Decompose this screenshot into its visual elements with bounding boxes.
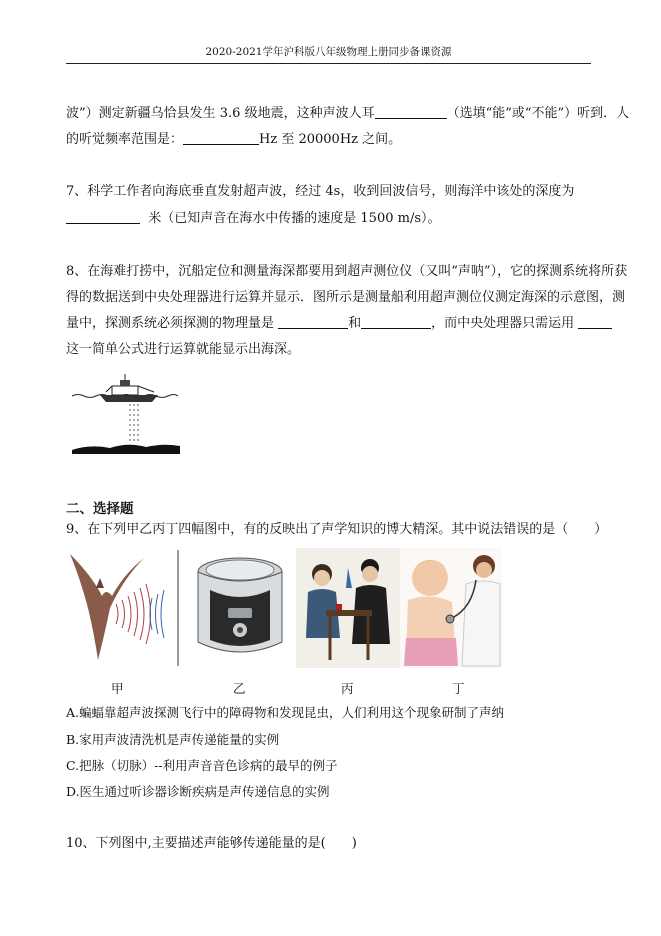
q6-blank-1[interactable] — [375, 105, 447, 119]
q9-option-d[interactable]: D.医生通过听诊器诊断疾病是声传递信息的实例 — [66, 784, 330, 799]
q9-option-c[interactable]: C.把脉（切脉）--利用声音音色诊病的最早的例子 — [66, 758, 338, 773]
q9-option-b[interactable]: B.家用声波清洗机是声传递能量的实例 — [66, 732, 280, 747]
q10-stem: 10、下列图中,主要描述声能够传递能量的是( ) — [66, 836, 357, 851]
section-title-choice: 二、选择题 — [66, 501, 134, 517]
image-label-bing: 丙 — [341, 681, 354, 696]
ultrasonic-cleaner-image — [190, 550, 290, 665]
page-header: 2020-2021学年沪科版八年级物理上册同步备课资源 — [66, 44, 591, 64]
q8-blank-1[interactable] — [278, 315, 348, 329]
q7-blank[interactable] — [66, 210, 140, 224]
q8-line-1: 8、在海难打捞中，沉船定位和测量海深都要用到超声测位仪（又叫“声呐”），它的探测系统将所获 — [66, 264, 628, 279]
image-label-ding: 丁 — [452, 681, 465, 696]
q7-line-2: 米（已知声音在海水中传播的速度是 1500 m/s）。 — [66, 210, 596, 228]
image-label-yi: 乙 — [233, 681, 246, 696]
q8-line-2: 得的数据送到中央处理器进行运算并显示．图所示是测量船利用超声测位仪测定海深的示意图，测 — [66, 290, 626, 305]
q6-blank-2[interactable] — [183, 131, 259, 145]
q6-line-2: 的听觉频率范围是： Hz 至 20000Hz 之间。 — [66, 132, 402, 147]
bat-image — [66, 548, 181, 668]
image-label-jia: 甲 — [111, 681, 124, 696]
ship-sonar-diagram — [70, 372, 182, 458]
q9-option-a[interactable]: A.蝙蝠靠超声波探测飞行中的障碍物和发现昆虫，人们利用这个现象研制了声纳 — [66, 705, 505, 720]
q8-blank-2[interactable] — [361, 315, 431, 329]
q7-line-1: 7、科学工作者向海底垂直发射超声波，经过 4s，收到回波信号，则海洋中该处的深度为 — [66, 184, 575, 199]
stethoscope-image — [400, 548, 502, 668]
pulse-diagnosis-image — [296, 548, 400, 668]
q6-line-1: 波”）测定新疆乌恰县发生 3.6 级地震，这种声波人耳 （选填“能”或“不能”）听到．人 — [66, 106, 630, 121]
q8-blank-3[interactable] — [578, 315, 612, 329]
q9-stem: 9、在下列甲乙丙丁四幅图中，有的反映出了声学知识的博大精深。其中说法错误的是（ ） — [66, 522, 608, 537]
q8-line-3: 量中，探测系统必须探测的物理量是 和 ，而中央处理器只需运用 — [66, 315, 596, 333]
q8-line-4: 这一简单公式进行运算就能显示出海深。 — [66, 342, 301, 357]
